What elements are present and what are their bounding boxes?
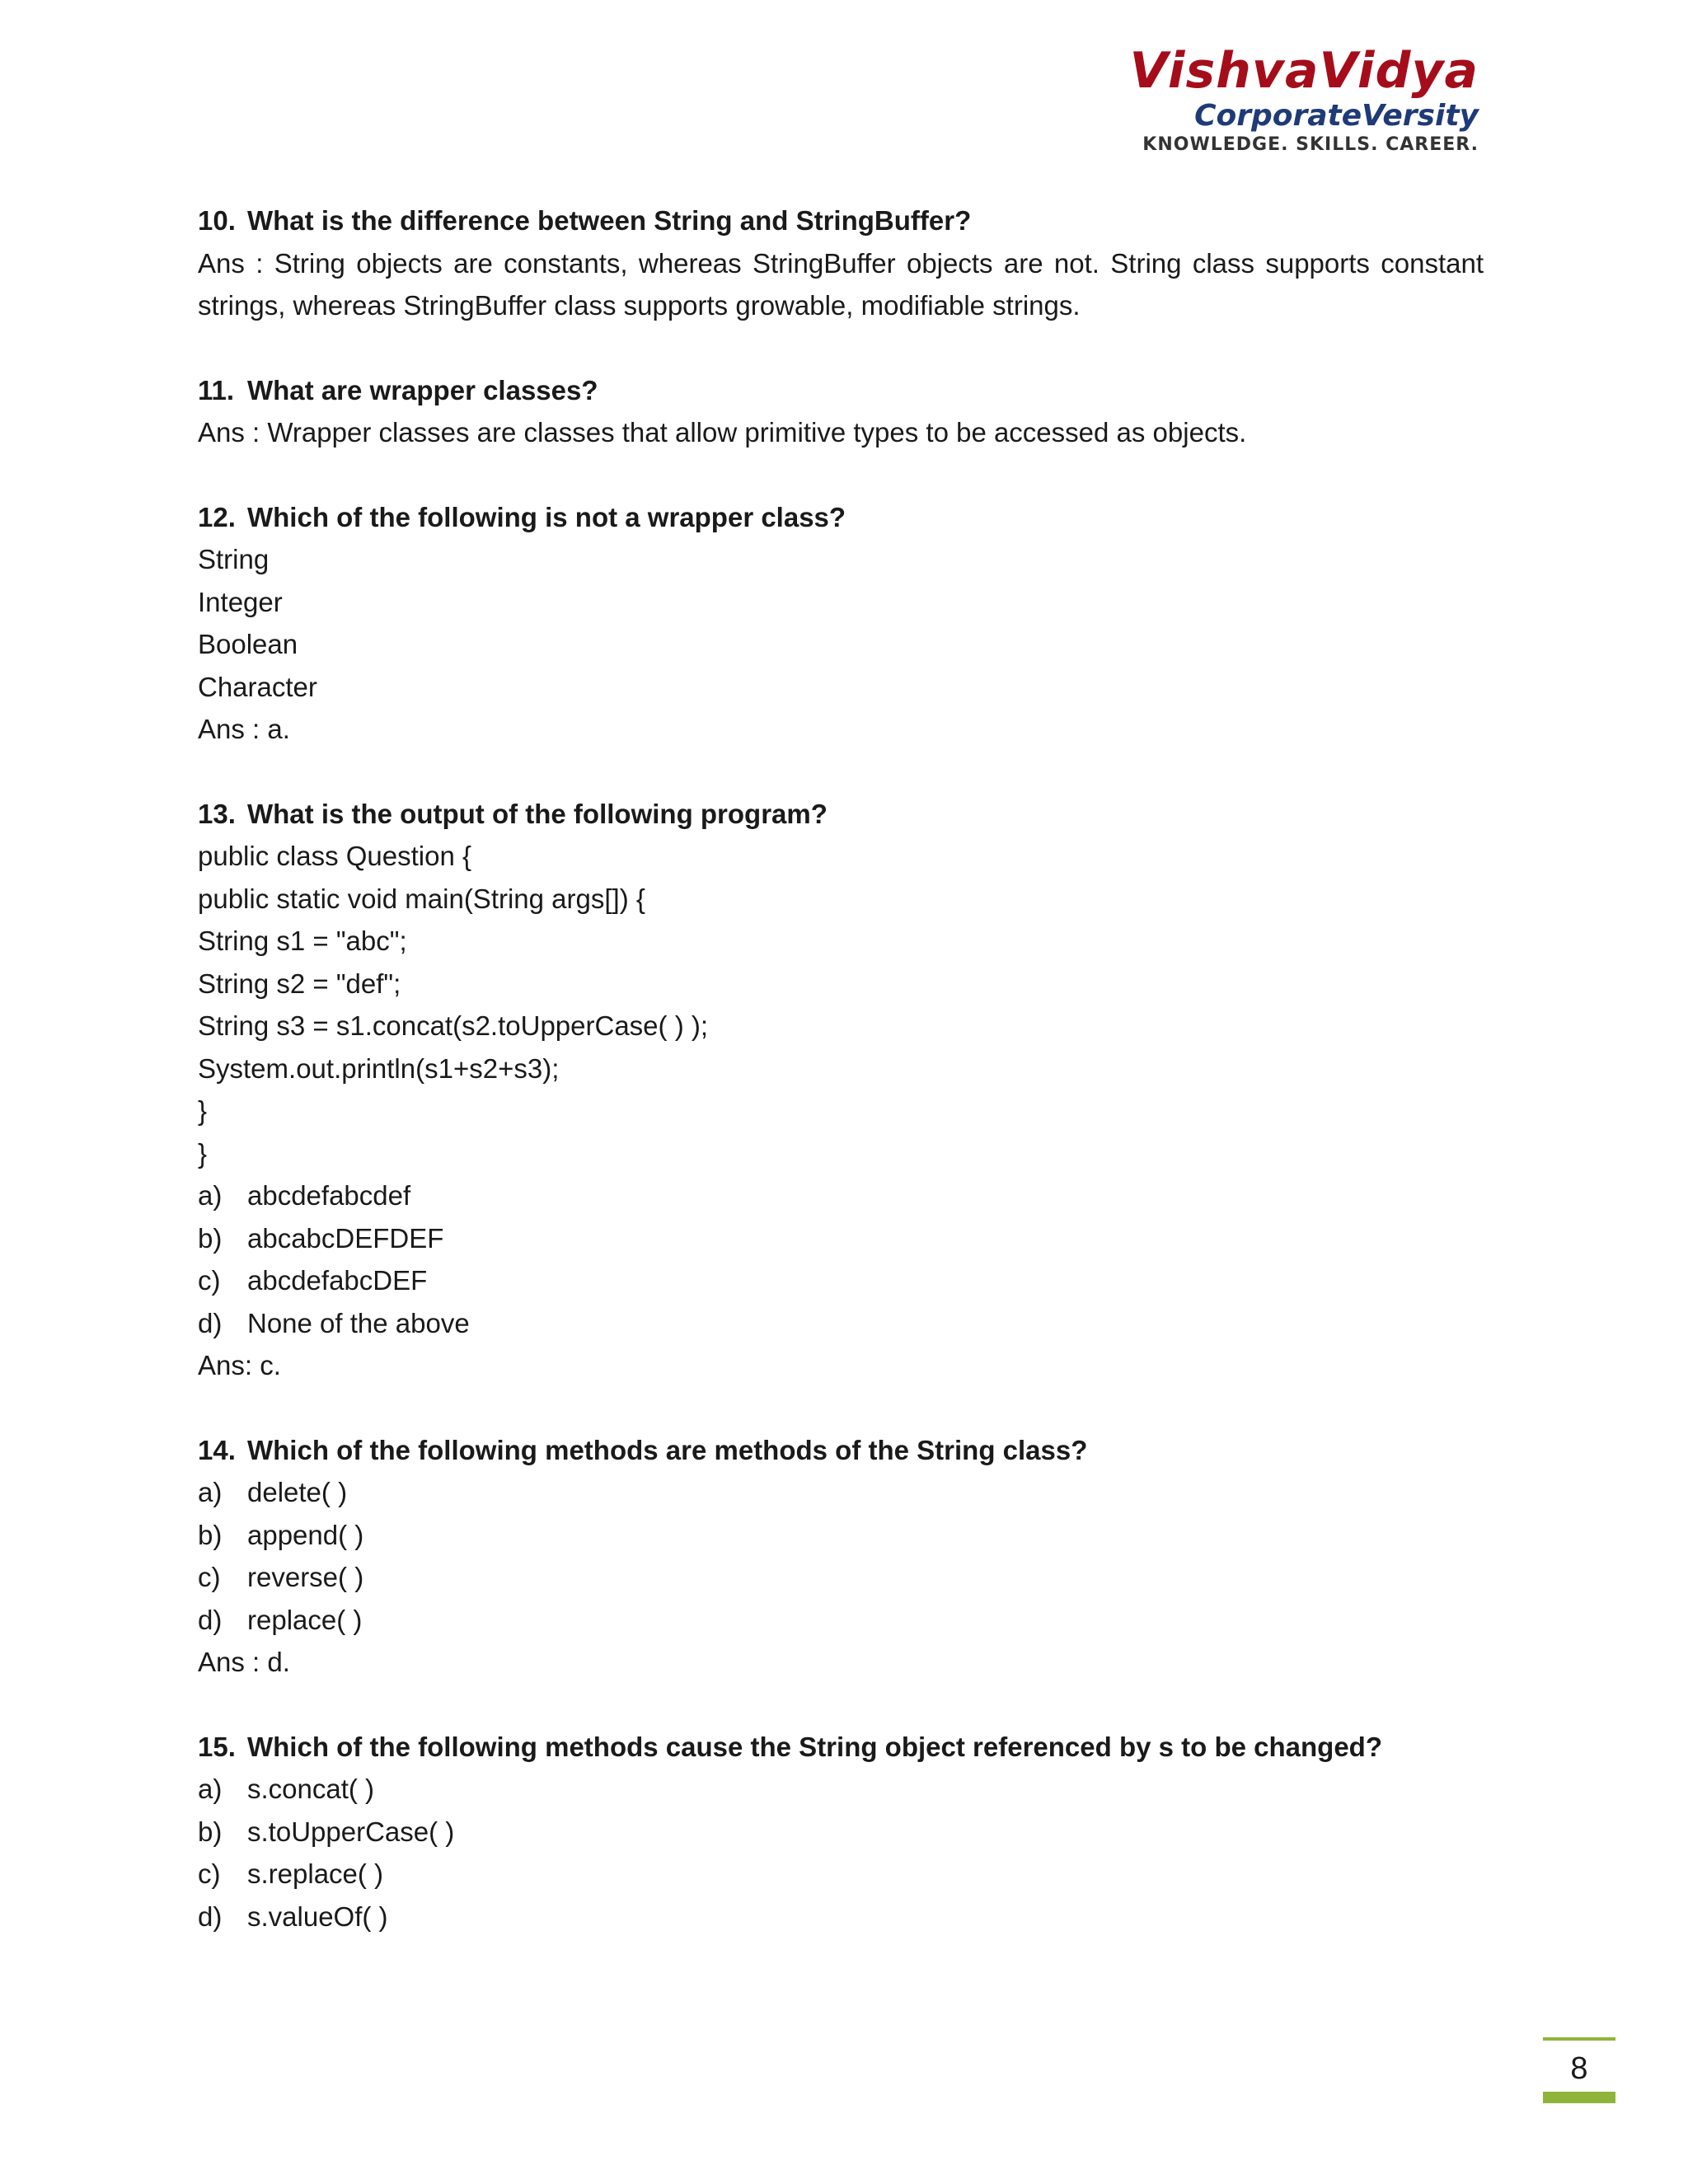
option-text: abcabcDEFDEF [247,1222,444,1254]
option-item [198,1853,1484,1896]
question-heading [198,1726,1484,1769]
question-text: What is the difference between String and StringBuffer? [247,205,972,236]
option-item [198,1896,1484,1938]
option-item [198,1302,1484,1345]
question-number: 12. [198,501,236,532]
option-item [198,1768,1484,1811]
code-line: String s2 = "def"; [198,968,401,999]
answer-text: Ans : a. [198,714,290,744]
question-heading [198,199,1484,242]
page-number-block [1543,2037,1615,2103]
option-letter: c) [198,1265,221,1296]
logo-sub-text: CorporateVersity [1194,99,1479,133]
option-item [198,1599,1484,1642]
option-text: s.replace( ) [247,1858,384,1889]
question-text: What is the output of the following program? [247,798,828,829]
question-number: 10. [198,205,236,236]
question-number: 15. [198,1731,236,1762]
question-12 [198,496,1484,751]
option-text: reverse( ) [247,1562,364,1592]
choice-line: String [198,544,270,574]
code-line: public static void main(String args[]) { [198,883,645,914]
choice-line: Character [198,671,317,702]
option-text: s.concat( ) [247,1774,375,1804]
question-13 [198,793,1484,1387]
choice-line: Integer [198,586,283,617]
question-15 [198,1726,1484,1938]
question-heading [198,496,1484,539]
code-line: System.out.println(s1+s2+s3); [198,1052,560,1084]
option-letter: d) [198,1900,223,1932]
page-number-bottom-bar [1543,2092,1615,2103]
page-number: 8 [1570,2051,1588,2086]
question-number: 13. [198,798,236,829]
option-text: s.toUpperCase( ) [247,1816,455,1847]
option-text: None of the above [247,1307,470,1338]
question-text: Which of the following is not a wrapper class? [247,501,846,532]
code-line: } [198,1137,208,1169]
question-heading [198,1429,1484,1472]
option-item [198,1174,1484,1217]
option-text: abcdefabcdef [247,1180,411,1211]
option-letter: c) [198,1858,221,1889]
answer-text: Ans : d. [198,1647,290,1677]
code-line: } [198,1095,208,1126]
option-text: replace( ) [247,1604,363,1635]
choice-line: Boolean [198,629,298,659]
option-text: append( ) [247,1519,364,1550]
code-line: public class Question { [198,841,472,871]
question-text: Which of the following methods are methods of the String class? [247,1434,1088,1465]
option-letter: b) [198,1222,223,1254]
answer-text: Ans : Wrapper classes are classes that allow primitive types to be accessed as objects. [198,417,1247,448]
option-letter: a) [198,1477,223,1507]
option-letter: a) [198,1180,223,1211]
company-logo [1100,43,1479,158]
answer-text: Ans: c. [198,1350,281,1380]
option-letter: a) [198,1774,223,1804]
logo-tagline: KNOWLEDGE. SKILLS. CAREER. [1142,134,1479,155]
question-number: 14. [198,1434,236,1465]
question-14 [198,1429,1484,1684]
question-heading [198,369,1484,412]
logo-main-text: VishvaVidya [1129,42,1479,100]
option-letter: b) [198,1519,223,1550]
option-item [198,1217,1484,1260]
question-10 [198,199,1484,327]
option-item [198,1811,1484,1854]
question-text: Which of the following methods cause the String object referenced by s to be changed? [247,1731,1382,1762]
page-number-top-rule [1543,2037,1615,2041]
option-text: abcdefabcDEF [247,1265,428,1296]
answer-text: Ans : String objects are constants, whereas StringBuffer objects are not. String class supports constant strings, whereas StringBuffer class supports growable, modifiable strings. [198,247,1484,321]
option-text: delete( ) [247,1477,348,1507]
option-item [198,1471,1484,1514]
question-number: 11. [198,374,235,405]
option-item [198,1514,1484,1557]
question-heading [198,793,1484,836]
option-letter: d) [198,1307,223,1338]
option-text: s.valueOf( ) [247,1900,388,1932]
code-line: String s1 = "abc"; [198,926,407,956]
question-11 [198,369,1484,454]
option-item [198,1556,1484,1599]
option-item [198,1259,1484,1302]
code-line: String s3 = s1.concat(s2.toUpperCase( ) ); [198,1010,709,1041]
document-body [198,199,1484,1980]
option-letter: b) [198,1816,223,1847]
option-letter: d) [198,1604,223,1635]
option-letter: c) [198,1562,221,1592]
question-text: What are wrapper classes? [247,374,598,405]
